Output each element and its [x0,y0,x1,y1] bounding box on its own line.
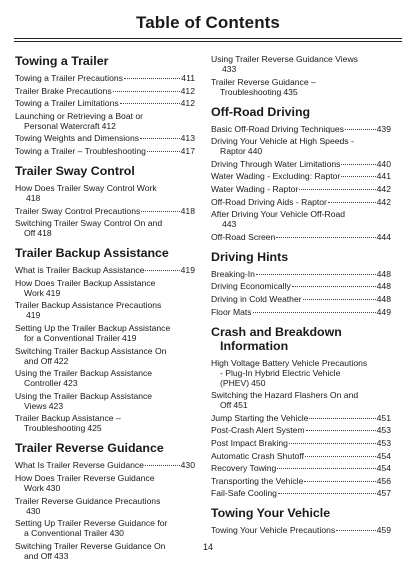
dot-leader [336,530,375,531]
toc-entry-label: Off-Road Screen [211,231,276,242]
toc-page-number: 422 [54,355,69,366]
toc-page-number: 440 [376,158,391,169]
section-heading [211,325,391,353]
section-heading-text: Towing Your Vehicle [211,506,331,521]
toc-page-number: 425 [87,423,102,434]
toc-entry-label: How Does Trailer Sway Control Work [15,182,157,193]
toc-entry-label: Trailer Reverse Guidance Precautions [15,495,161,506]
toc-entry-link[interactable] [15,218,195,238]
dot-leader [304,481,375,482]
toc-section [211,325,391,499]
toc-page-number: 454 [376,450,391,461]
toc-entry-link[interactable] [15,146,195,156]
toc-entry-label: Off [220,400,232,411]
toc-entry-label: a Conventional Trailer [24,528,108,539]
dot-leader [278,493,376,494]
left-column [15,54,195,569]
toc-entry-label: Troubleshooting [220,86,282,97]
toc-entry-link[interactable] [15,300,195,320]
dot-leader [303,299,376,300]
toc-entry-label: Fail-Safe Cooling [211,488,277,499]
toc-entry-link[interactable] [211,232,391,242]
toc-page-number: 430 [109,528,124,539]
toc-entry-label: Transporting the Vehicle [211,475,304,486]
toc-entry-label: Trailer Brake Precautions [15,85,112,96]
section-heading [15,246,195,260]
toc-entry-label: Post Impact Braking [211,437,288,448]
toc-entry-label: Water Wading - Raptor [211,183,299,194]
toc-entry-link[interactable] [211,77,391,97]
toc-entry-link[interactable] [211,525,391,535]
toc-entry-label: Towing Your Vehicle Precautions [211,525,336,536]
section-heading-text: Crash and Breakdown [211,324,342,339]
section-heading [211,250,391,264]
toc-page-number: 448 [376,293,391,304]
dot-leader [145,270,179,271]
section-heading-text: Off-Road Driving [211,104,311,119]
dot-leader [345,129,376,130]
toc-entry-link[interactable] [211,413,391,423]
dot-leader [120,103,180,104]
toc-entry-label: (PHEV) [220,377,250,388]
toc-entry-label: Trailer Backup Assistance – [15,413,121,424]
toc-entry-label: for a Conventional Trailer [24,332,121,343]
toc-entry-link[interactable] [211,197,391,207]
toc-entry-link[interactable] [15,73,195,83]
page-number: 14 [202,542,213,552]
toc-page-number: 423 [48,400,64,411]
toc-entry-label: Trailer Sway Control Precautions [15,205,141,216]
toc-entry-label: Setting Up Trailer Reverse Guidance for [15,518,168,529]
toc-entry-label: Controller [24,378,62,389]
toc-page-number: 430 [180,460,195,471]
toc-entry-label: Setting Up the Trailer Backup Assistance [15,322,171,333]
toc-entry-label: Recovery Towing [211,463,277,474]
toc-entry-label: Driving in Cold Weather [211,293,302,304]
toc-entry-label: Driving Your Vehicle at High Speeds - [211,136,354,147]
dot-leader [124,78,180,79]
toc-entry-link[interactable] [15,518,195,538]
toc-entry-label: High Voltage Battery Vehicle Precautions [211,357,368,368]
dot-leader [292,286,376,287]
title-rule-top [14,38,402,39]
toc-section [15,164,195,238]
toc-section [15,54,195,156]
section-heading-text: Trailer Backup Assistance [15,246,169,261]
toc-entry-label: Work [24,482,44,493]
toc-entry-label: Trailer Reverse Guidance – [211,76,316,87]
toc-page-number: 442 [376,196,391,207]
dot-leader [145,465,180,466]
toc-entry-label: Off-Road Driving Aids - Raptor [211,196,327,207]
toc-page-number: 412 [101,120,116,131]
toc-page-number: 451 [376,412,391,423]
toc-page-number: 419 [26,310,41,321]
dot-leader [147,151,180,152]
dot-leader [306,430,376,431]
toc-page-number: 433 [222,64,237,74]
dot-leader [309,418,375,419]
toc-entry-label: Towing Weights and Dimensions [15,133,140,144]
toc-page-number: 419 [122,332,137,343]
section-heading-text: Trailer Reverse Guidance [15,441,164,456]
toc-section [211,250,391,317]
section-heading-text: Trailer Sway Control [15,163,135,178]
toc-page-number: 439 [376,123,391,134]
toc-entry-label: Personal Watercraft [24,120,100,131]
dot-leader [141,211,179,212]
toc-page-number: 449 [376,306,391,317]
dot-leader [299,189,375,190]
toc-page-number: 457 [376,488,391,499]
toc-entry-link[interactable] [211,269,391,279]
toc-page-number: 418 [37,228,52,239]
toc-entry-link[interactable] [211,171,391,181]
toc-entry-link[interactable] [15,413,195,433]
toc-entry-label: and Off [24,355,53,366]
dot-leader [253,312,376,313]
toc-page-number: 411 [181,73,195,83]
toc-page-number: 440 [247,146,263,157]
toc-entry-link[interactable] [211,390,391,410]
toc-entry-label: Using Trailer Reverse Guidance Views [211,54,358,64]
toc-entry-label: Driving Through Water Limitations [211,158,341,169]
section-heading [15,164,195,178]
toc-entry-link[interactable] [211,159,391,169]
toc-entry-label: Using the Trailer Backup Assistance [15,368,153,379]
toc-entry-link[interactable] [211,209,391,229]
toc-entry-link[interactable] [15,183,195,203]
toc-entry-label: Driving Economically [211,281,291,292]
toc-page-number: 412 [180,98,195,109]
toc-page-number: 442 [376,183,391,194]
toc-page-number: 430 [26,505,41,516]
toc-entry-link[interactable] [15,206,195,216]
toc-entry-label: and Off [24,550,53,561]
toc-entry-label: Automatic Crash Shutoff [211,450,304,461]
toc-entry-label: Views [24,400,47,411]
toc-entry-label: Troubleshooting [24,423,86,434]
toc-entry-link[interactable] [211,463,391,473]
dot-leader [140,138,180,139]
toc-entry-link[interactable] [211,438,391,448]
toc-entry-label: What is Trailer Backup Assistance [15,265,145,276]
toc-entry-label: Switching the Hazard Flashers On and [211,390,359,401]
dot-leader [305,456,376,457]
toc-section [211,54,391,97]
toc-entry-link[interactable] [211,425,391,435]
toc-entry-link[interactable] [211,54,391,74]
dot-leader [277,468,375,469]
toc-entry-link[interactable] [211,281,391,291]
dot-leader [328,202,376,203]
toc-page-number: 413 [180,133,195,144]
toc-entry-label: Towing a Trailer – Troubleshooting [15,145,146,156]
page-title: Table of Contents [136,13,280,32]
toc-entry-link[interactable] [15,111,195,131]
toc-entry-link[interactable] [15,86,195,96]
toc-page-number: 443 [222,219,237,230]
toc-entry-link[interactable] [211,476,391,486]
toc-page-number: 450 [251,377,266,388]
toc-entry-link[interactable] [15,460,195,470]
toc-entry-label: Switching Trailer Backup Assistance On [15,345,167,356]
toc-entry-link[interactable] [15,278,195,298]
toc-entry-label: Launching or Retrieving a Boat or [15,110,144,121]
toc-entry-label: What Is Trailer Reverse Guidance [15,460,144,471]
toc-entry-label: Off [24,228,36,239]
section-heading [211,506,391,520]
section-heading [211,105,391,119]
toc-entry-label: Raptor [220,146,246,157]
toc-entry-label: How Does Trailer Backup Assistance [15,277,156,288]
toc-page-number: 451 [233,400,248,411]
toc-entry-link[interactable] [211,358,391,388]
toc-entry-label: Water Wading - Excluding: Raptor [211,171,341,182]
toc-entry-link[interactable] [15,133,195,143]
toc-section [211,506,391,535]
toc-page-number: 418 [180,205,195,216]
section-heading-text: Information [220,338,289,353]
toc-page-number: 419 [180,265,195,276]
toc-entry-link[interactable] [15,265,195,275]
section-heading-text: Towing a Trailer [15,54,109,68]
toc-page-number: 430 [45,482,61,493]
toc-entry-link[interactable] [15,391,195,411]
toc-entry-link[interactable] [15,346,195,366]
toc-page-number: 453 [376,437,391,448]
toc-entry-link[interactable] [211,184,391,194]
toc-page-number: 417 [180,145,195,156]
toc-page-number: 459 [376,525,391,536]
toc-page-number: 419 [45,287,61,298]
section-heading [15,441,195,455]
toc-entry-label: Towing a Trailer Precautions [15,73,123,83]
toc-page-number: 412 [180,85,195,96]
dot-leader [341,176,375,177]
toc-entry-label: Work [24,287,44,298]
section-heading [15,54,195,68]
dot-leader [256,274,376,275]
toc-entry-link[interactable] [211,488,391,498]
toc-entry-link[interactable] [15,496,195,516]
toc-page-number: 448 [376,281,391,292]
toc-entry-link[interactable] [211,124,391,134]
toc-entry-label: - Plug-In Hybrid Electric Vehicle [220,367,341,378]
toc-entry-link[interactable] [211,451,391,461]
toc-page-number: 448 [376,268,391,279]
toc-page-number: 453 [376,425,391,436]
toc-entry-link[interactable] [211,136,391,156]
toc-entry-label: Switching Trailer Sway Control On and [15,218,163,229]
toc-entry-link[interactable] [15,323,195,343]
dot-leader [289,443,376,444]
toc-entry-label: Floor Mats [211,306,252,317]
title-rule-bottom [14,41,402,42]
right-column [211,54,391,543]
toc-entry-link[interactable] [15,98,195,108]
toc-entry-label: Breaking-In [211,268,255,279]
toc-page-number: 444 [376,231,391,242]
toc-entry-label: Switching Trailer Reverse Guidance On [15,540,166,551]
toc-page-number: 423 [63,378,78,389]
toc-entry-label: After Driving Your Vehicle Off-Road [211,209,346,220]
toc-entry-link[interactable] [15,473,195,493]
toc-entry-link[interactable] [15,368,195,388]
toc-page-number: 418 [26,192,41,203]
toc-page-number: 433 [54,550,69,561]
toc-page-number: 441 [376,171,391,182]
toc-entry-label: Basic Off-Road Driving Techniques [211,123,344,134]
dot-leader [341,164,375,165]
dot-leader [113,91,180,92]
section-heading-text: Driving Hints [211,249,289,264]
toc-entry-link[interactable] [211,307,391,317]
toc-entry-link[interactable] [211,294,391,304]
toc-page-number: 435 [283,86,298,97]
toc-section [211,105,391,242]
toc-entry-label: How Does Trailer Reverse Guidance [15,472,155,483]
dot-leader [276,237,375,238]
toc-page-number: 456 [376,475,391,486]
toc-page-number: 454 [376,463,391,474]
toc-entry-label: Post-Crash Alert System [211,425,305,436]
toc-entry-label: Towing a Trailer Limitations [15,98,119,109]
toc-entry-label: Using the Trailer Backup Assistance [15,390,153,401]
toc-section [15,246,195,433]
toc-entry-label: Jump Starting the Vehicle [211,412,309,423]
toc-entry-label: Trailer Backup Assistance Precautions [15,300,162,311]
